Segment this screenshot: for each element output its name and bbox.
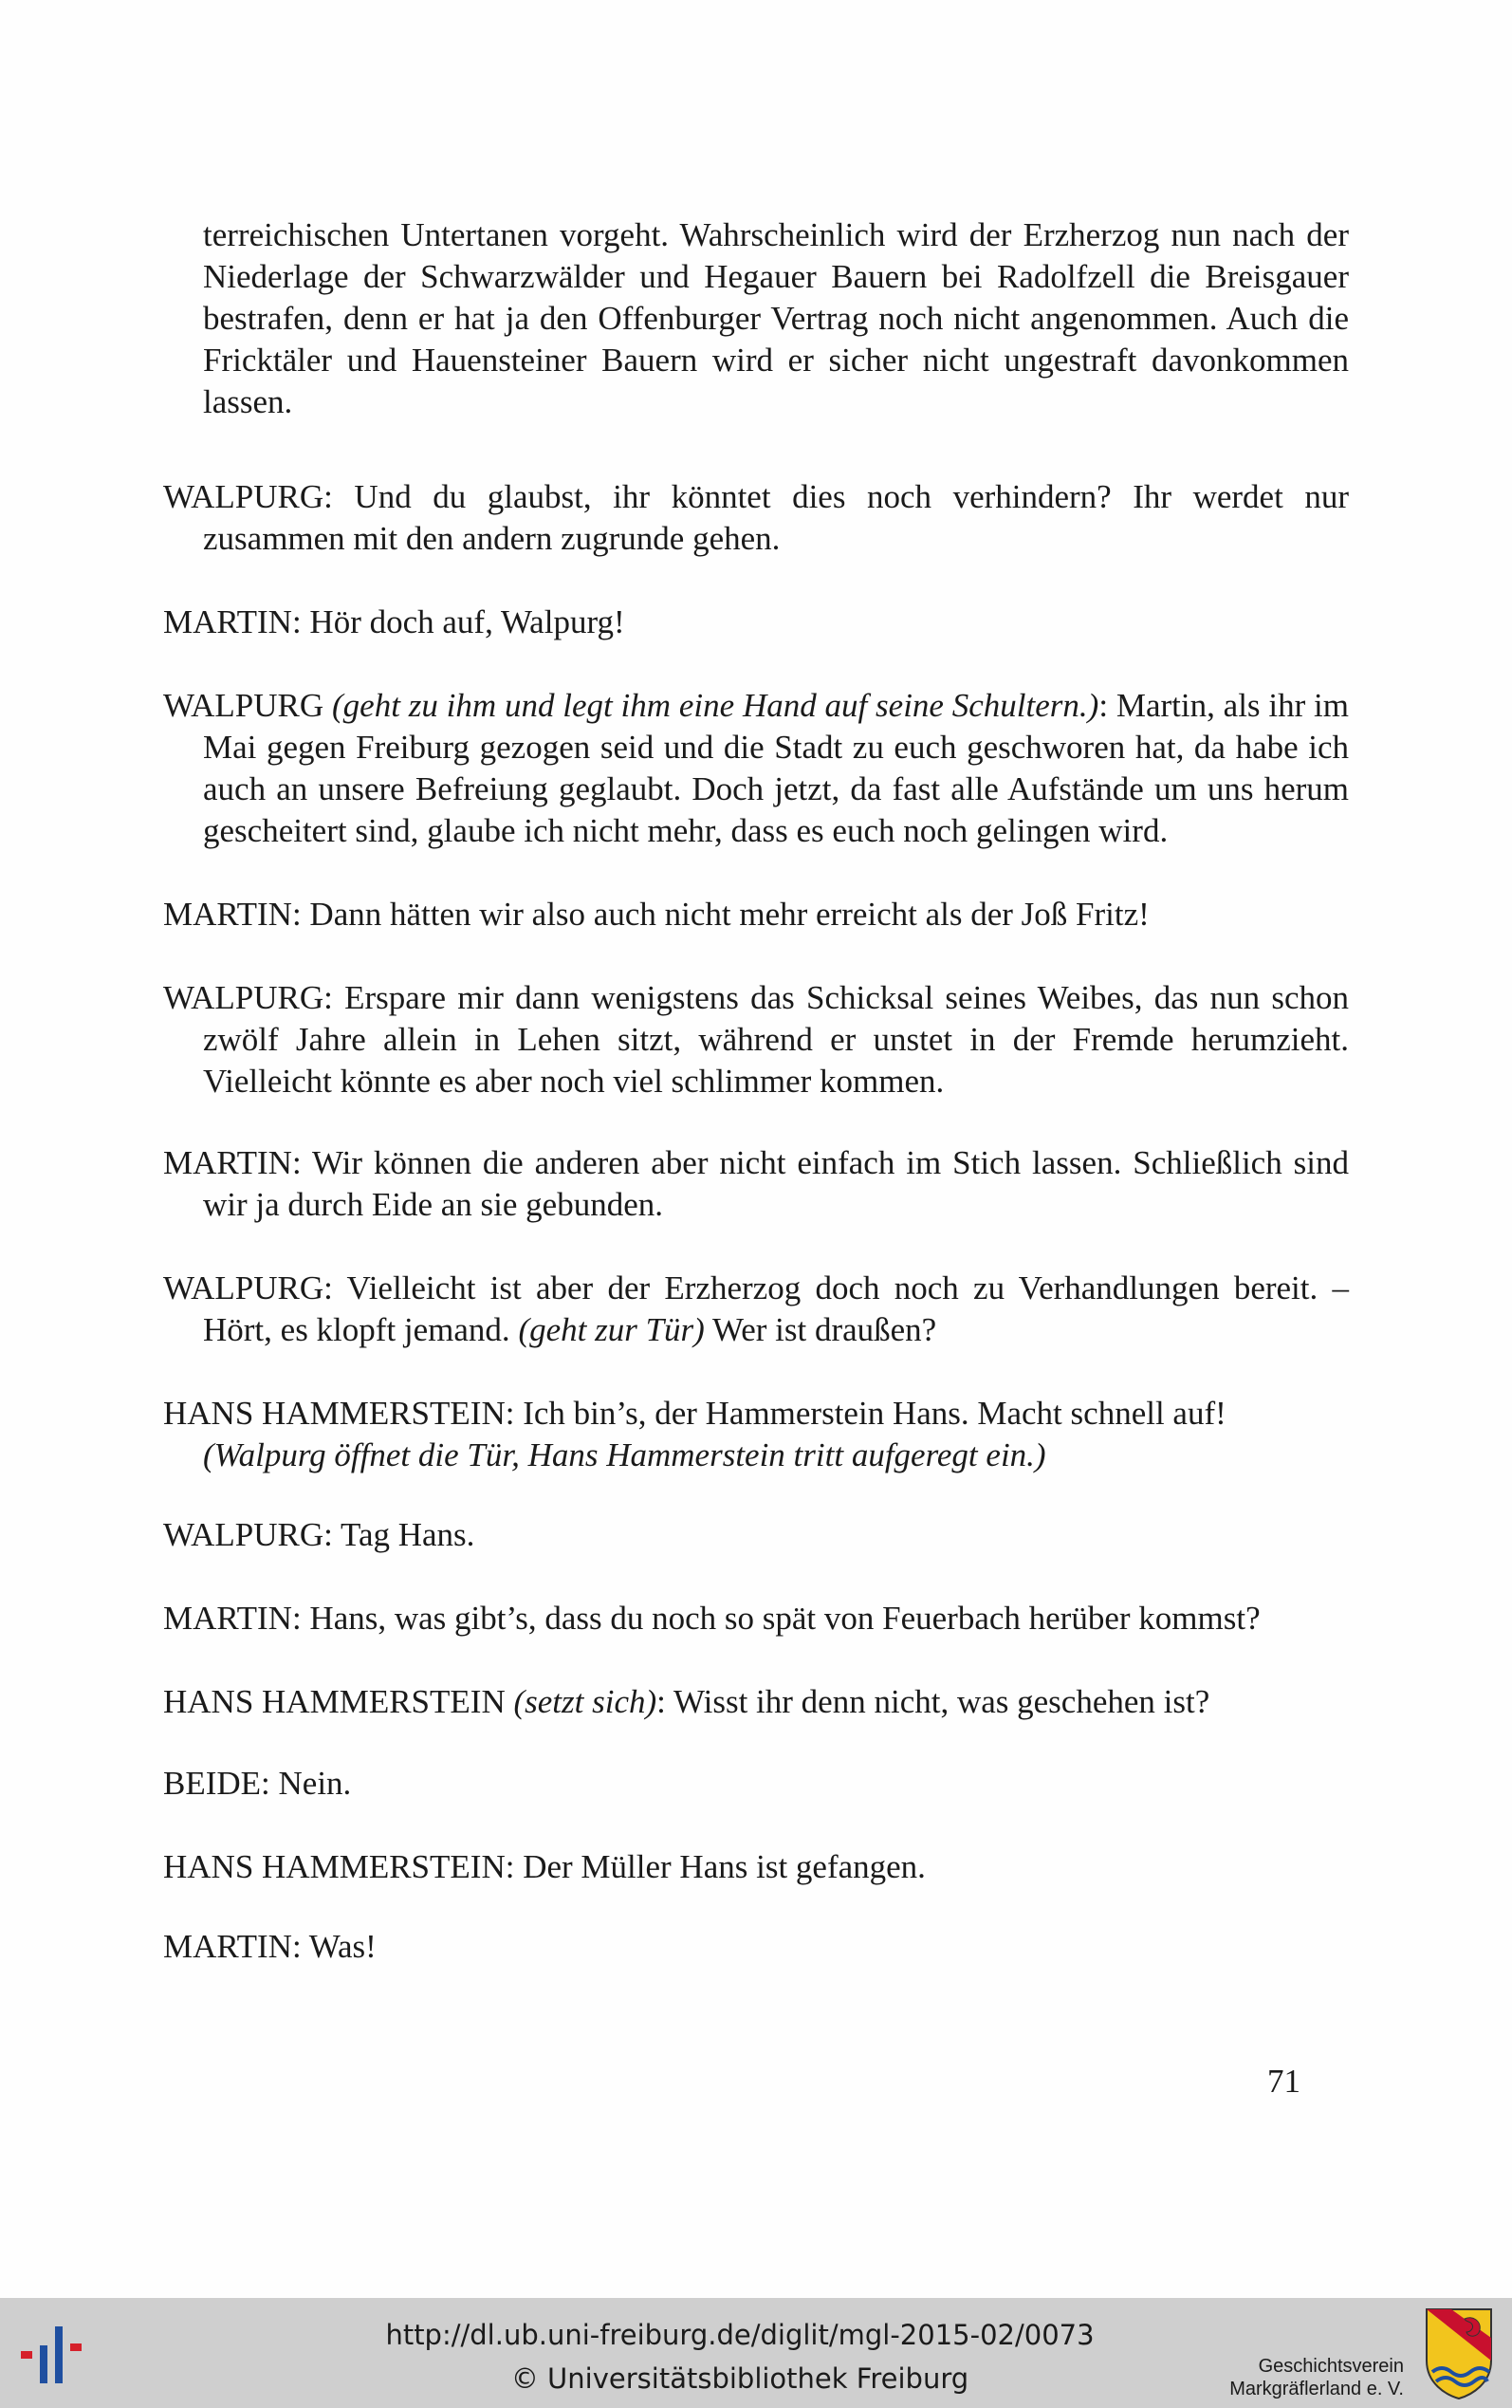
association-line-2: Markgräflerland e. V. (1229, 2379, 1404, 2399)
stage-direction: (geht zur Tür) (518, 1311, 705, 1348)
stage-direction-line (163, 1435, 1349, 1476)
dialogue-text: WALPURG: Erspare mir dann wenigstens das Schicksal seines Weibes, das nun schon zwölf Jahre allein in Lehen sitzt, während er unstet in der Fremde herumzieht. Vielleicht könnte es aber noch viel schlimmer kommen. (163, 979, 1349, 1100)
dialogue-text: BEIDE: Nein. (163, 1765, 352, 1802)
dialogue-hammerstein-3 (163, 1846, 1349, 1888)
dialogue-text: WALPURG: Tag Hans. (163, 1516, 475, 1553)
footer-bar (0, 2298, 1512, 2408)
association-name (1186, 2355, 1404, 2400)
dialogue-text: MARTIN: Was! (163, 1928, 377, 1965)
association-line-1: Geschichtsverein (1258, 2356, 1404, 2377)
dialogue-walpurg-3 (163, 977, 1349, 1102)
dialogue-martin-5 (163, 1926, 1349, 1968)
dialogue-martin-2 (163, 894, 1349, 935)
paragraph-continuation (163, 214, 1349, 423)
dialogue-text: WALPURG: Und du glaubst, ihr könntet dies noch verhindern? Ihr werdet nur zusammen mit den andern zugrunde gehen. (163, 478, 1349, 557)
dialogue-walpurg-4 (163, 1268, 1349, 1351)
dialogue-walpurg-2 (163, 685, 1349, 852)
dialogue-text: : Martin, als ihr im Mai gegen Freiburg gezogen seid und die Stadt zu euch geschworen hat, da habe ich auch an unsere Befreiung geglaubt. Doch jetzt, da fast alle Aufstände um uns herum gescheitert sind, glaube ich nicht mehr, dass es euch noch gelingen wird. (203, 687, 1349, 849)
dialogue-beide (163, 1763, 1349, 1805)
dialogue-martin-4 (163, 1598, 1349, 1639)
footer-copyright: © Universitätsbibliothek Freiburg (510, 2362, 969, 2395)
dialogue-text: : Wisst ihr denn nicht, was geschehen ist? (656, 1683, 1210, 1720)
dialogue-text: MARTIN: Hör doch auf, Walpurg! (163, 603, 625, 640)
dialogue-text: MARTIN: Wir können die anderen aber nicht einfach im Stich lassen. Schließlich sind wir ja durch Eide an sie gebunden. (163, 1144, 1349, 1223)
dialogue-text: HANS HAMMERSTEIN: Ich bin’s, der Hammerstein Hans. Macht schnell auf! (163, 1395, 1226, 1432)
dialogue-walpurg-1 (163, 476, 1349, 560)
stage-direction: (Walpurg öffnet die Tür, Hans Hammerstein tritt aufgeregt ein.) (203, 1436, 1046, 1473)
footer-url-link[interactable]: http://dl.ub.uni-freiburg.de/diglit/mgl-2015-02/0073 (385, 2319, 1095, 2351)
library-logo-icon (17, 2323, 102, 2389)
dialogue-hammerstein-1 (163, 1393, 1349, 1435)
dialogue-hammerstein-2 (163, 1681, 1349, 1723)
stage-direction: (geht zu ihm und legt ihm eine Hand auf seine Schultern.) (332, 687, 1099, 724)
dialogue-text: Wer ist draußen? (711, 1311, 937, 1348)
dialogue-text: MARTIN: Dann hätten wir also auch nicht mehr erreicht als der Joß Fritz! (163, 896, 1150, 933)
dialogue-walpurg-5 (163, 1514, 1349, 1556)
dialogue-martin-3 (163, 1142, 1349, 1226)
dialogue-text: HANS HAMMERSTEIN: Der Müller Hans ist gefangen. (163, 1848, 926, 1885)
dialogue-text: MARTIN: Hans, was gibt’s, dass du noch so spät von Feuerbach herüber kommst? (163, 1600, 1261, 1637)
coat-of-arms-icon (1423, 2306, 1495, 2400)
dialogue-martin-1 (163, 602, 1349, 643)
paragraph-text: terreichischen Untertanen vorgeht. Wahrscheinlich wird der Erzherzog nun nach der Niederlage der Schwarzwälder und Hegauer Bauern bei Radolfzell die Breisgauer bestrafen, denn er hat ja den Offenburger Vertrag noch nicht angenommen. Auch die Fricktäler und Hauensteiner Bauern wird er sicher nicht ungestraft davonkommen lassen. (203, 216, 1349, 420)
dialogue-text: WALPURG: Vielleicht ist aber der Erzherzog doch noch zu Verhandlungen bereit. – Hört, es klopft jemand. (163, 1269, 1349, 1348)
stage-direction: (setzt sich) (513, 1683, 657, 1720)
speaker-name: WALPURG (163, 687, 324, 724)
speaker-name: HANS HAMMERSTEIN (163, 1683, 506, 1720)
page-number: 71 (1267, 2063, 1300, 2100)
